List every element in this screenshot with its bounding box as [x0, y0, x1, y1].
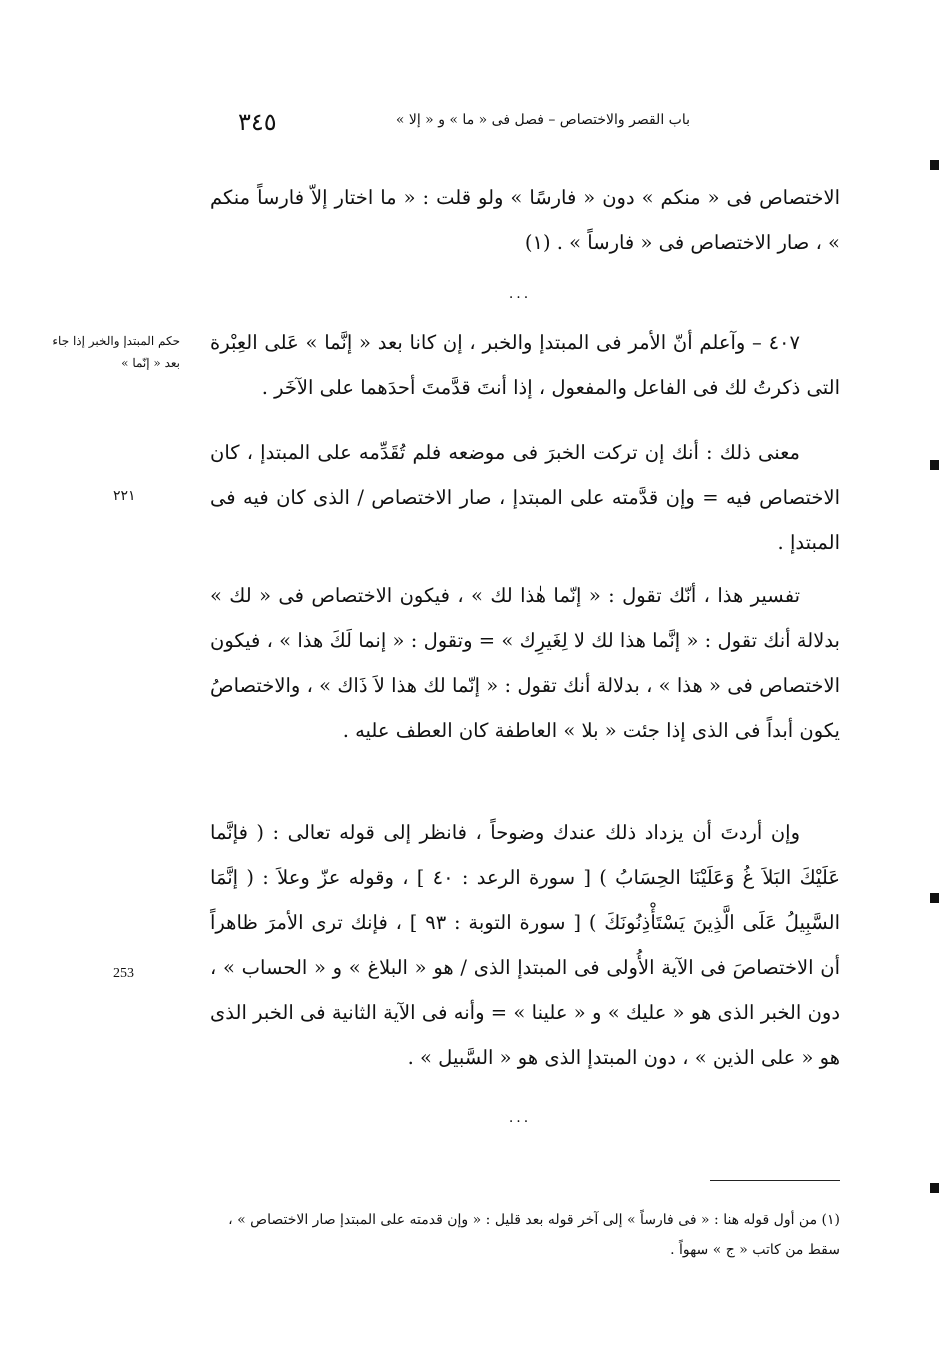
footnote [210, 1205, 840, 1265]
page-edge-mark [930, 893, 939, 903]
paragraph-3 [210, 430, 840, 565]
paragraph-2 [210, 320, 840, 410]
page-edge-mark [930, 1183, 939, 1193]
margin-ref-manuscript: ٢٢١ [113, 488, 136, 504]
paragraph-1-text: الاختصاص فى « منكم » دون « فارسًا » ولو قلت : « ما اختار إلاّ فارساً منكم » ، صار الاختصاص فى « فارساً » . (١) [210, 186, 840, 254]
page-edge-mark [930, 460, 939, 470]
page-number: ٣٤٥ [238, 108, 277, 136]
paragraph-1 [210, 175, 840, 265]
margin-ref-edition: 253 [113, 966, 134, 981]
paragraph-4 [210, 573, 840, 753]
section-separator: ... [508, 286, 532, 302]
running-head: باب القصر والاختصاص – فصل فى « ما » و « إلا » [395, 112, 690, 128]
paragraph-4-text: تفسير هذا ، أنّك تقول : « إنّما هٰذا لك » ، فيكون الاختصاص فى « لك » بدلالة أنك تقول : « إنَّما هذا لك لا لِغَيرِك » = وتقول : « إنما لَكَ هذا » ، فيكون الاختصاص فى « هذا » ، بدلالة أنك تقول : « إنّما لك هذا لاَ ذَاك » ، والاختصاصُ يكون أبداً فى الذى إذا جئت « بلا » العاطفة كان العطف عليه . [210, 584, 840, 742]
paragraph-5 [210, 810, 840, 1080]
section-separator: ... [508, 1110, 532, 1126]
paragraph-5-text: وإن أردتَ أن يزداد ذلك عندك وضوحاً ، فانظر إلى قوله تعالى : ( فإنَّما عَلَيْكَ البَلاَ غُ وَعَلَيْنَا الحِسَابُ ) [ سورة الرعد : ٤٠ ] ، وقوله عزّ وعلاَ : ( إنَّمَا السَّبِيلُ عَلَى الَّذِينَ يَسْتَأْذِنُونَكَ ) [ سورة التوبة : ٩٣ ] ، فإنك ترى الأمرَ ظاهراً أن الاختصاصَ فى الآية الأُولى فى المبتدإ الذى / هو « البلاغ » و « الحساب » ، دون الخبر الذى هو « عليك » و « علينا » = وأنه فى الآية الثانية فى الخبر الذى هو « على الذين » ، دون المبتدإ الذى هو « السَّبيل » . [210, 821, 840, 1069]
paragraph-2-text: ٤٠٧ – وآعلم أنّ الأمر فى المبتدإ والخبر ، إن كانا بعد « إنَّما » عَلى العِبْرة التى ذكرتُ لك فى الفاعل والمفعول ، إذا أنتَ قدَّمتَ أحدَهما على الآخَر . [210, 331, 840, 399]
footnote-divider [710, 1180, 840, 1181]
paragraph-3-text: معنى ذلك : أنك إن تركت الخبرَ فى موضعه فلم تُقَدِّمه على المبتدإ ، كان الاختصاص فيه = وإن قدَّمته على المبتدإ ، صار الاختصاص / الذى كان فيه فى المبتدإ . [210, 441, 840, 554]
footnote-text: (١) من أول قوله هنا : « فى فارساً » إلى آخر قوله بعد قليل : « وإن قدمته على المبتدإ صار الاختصاص » ، سقط من كاتب « ج » سهواً . [228, 1212, 840, 1258]
side-note: حكم المبتدإ والخبر إذا جاء بعد « إنّما » [52, 334, 180, 370]
page-edge-mark [930, 160, 939, 170]
